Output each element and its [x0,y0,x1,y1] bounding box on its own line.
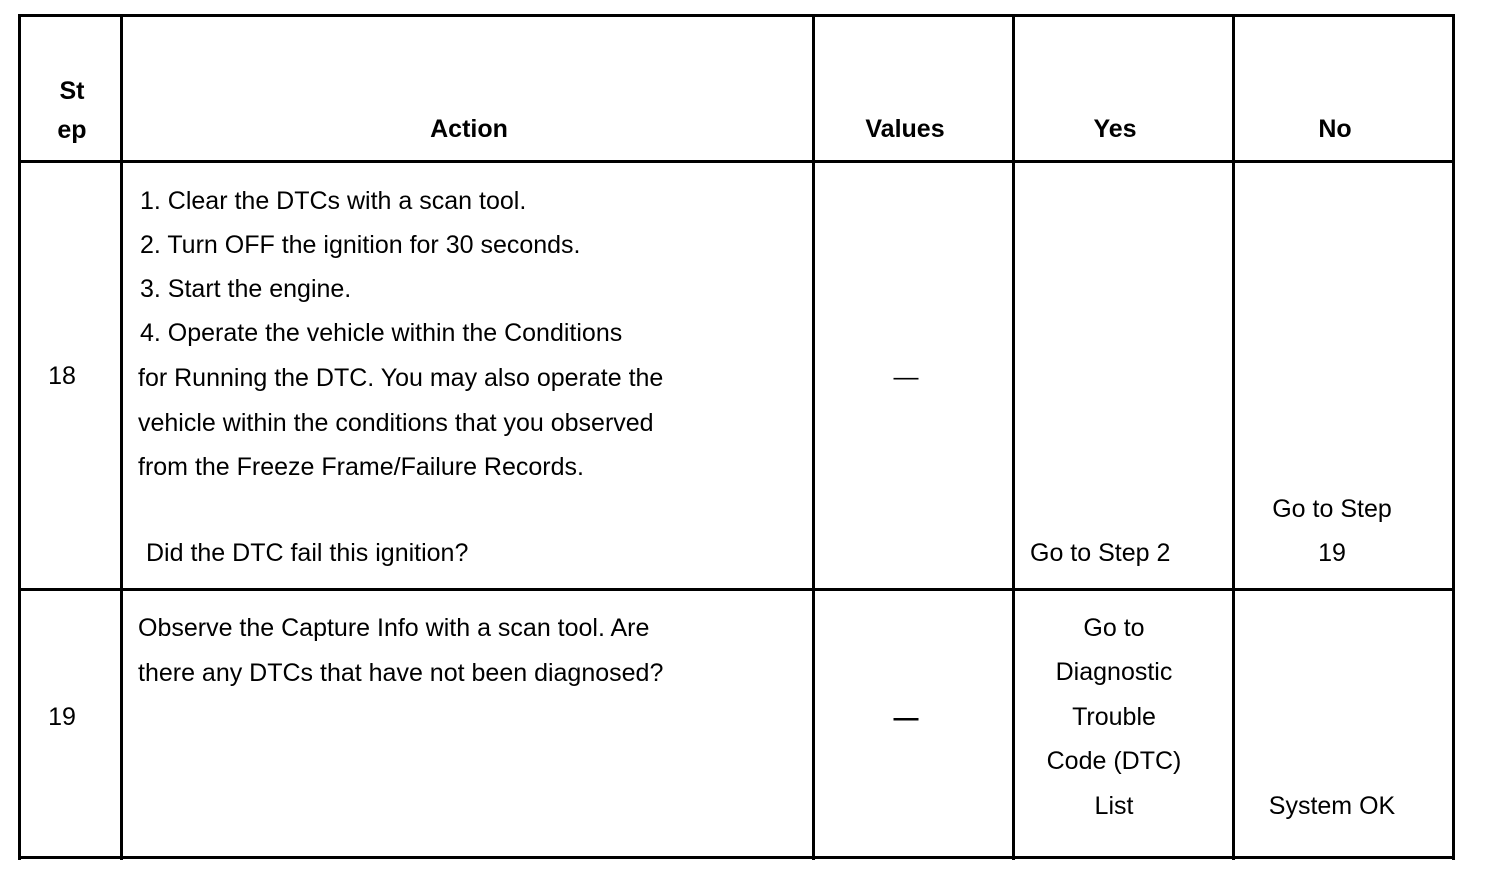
row-18-action-line-4: 4. Operate the vehicle within the Conditions [140,319,623,347]
row-19-yes-line-1: Go to [1083,614,1145,642]
row-19-yes-line-5: List [1094,792,1134,820]
row-18-step: 18 [48,362,76,390]
header-no: No [1318,115,1352,143]
header-step-line1: St [59,77,85,105]
header-step-line2: ep [57,116,87,144]
header-yes: Yes [1093,115,1137,143]
row-19-step: 19 [48,703,76,731]
row-19-action-line-2: there any DTCs that have not been diagnosed? [138,659,664,687]
row-18-no-line-2: 19 [1318,539,1346,567]
row-18-action-line-2: 2. Turn OFF the ignition for 30 seconds. [140,231,581,259]
row-19-value: — [893,704,919,732]
header-bottom-border [18,160,1455,163]
row-19-yes-line-4: Code (DTC) [1046,747,1182,775]
row-18-bottom-border [18,588,1455,591]
row-18-no-line-1: Go to Step [1272,495,1392,523]
table-right-border [1452,14,1455,860]
row-19-yes-line-3: Trouble [1072,703,1156,731]
row-18-action-question: Did the DTC fail this ignition? [146,539,469,567]
table-top-border [18,14,1455,17]
row-18-action-line-6: vehicle within the conditions that you observed [138,409,654,437]
row-19-yes-line-2: Diagnostic [1055,658,1173,686]
row-18-action-line-7: from the Freeze Frame/Failure Records. [138,453,584,481]
row-18-action-line-5: for Running the DTC. You may also operate the [138,364,664,392]
row-18-yes: Go to Step 2 [1030,539,1171,567]
row-19-bottom-border [18,856,1455,859]
row-19-no: System OK [1268,792,1396,820]
header-action: Action [430,115,508,143]
header-values: Values [865,115,945,143]
row-19-action-line-1: Observe the Capture Info with a scan tool. Are [138,614,650,642]
row-18-action-line-1: 1. Clear the DTCs with a scan tool. [140,187,527,215]
header-step [21,72,123,150]
row-18-action-line-3: 3. Start the engine. [140,275,352,303]
row-18-value: — [893,363,919,391]
